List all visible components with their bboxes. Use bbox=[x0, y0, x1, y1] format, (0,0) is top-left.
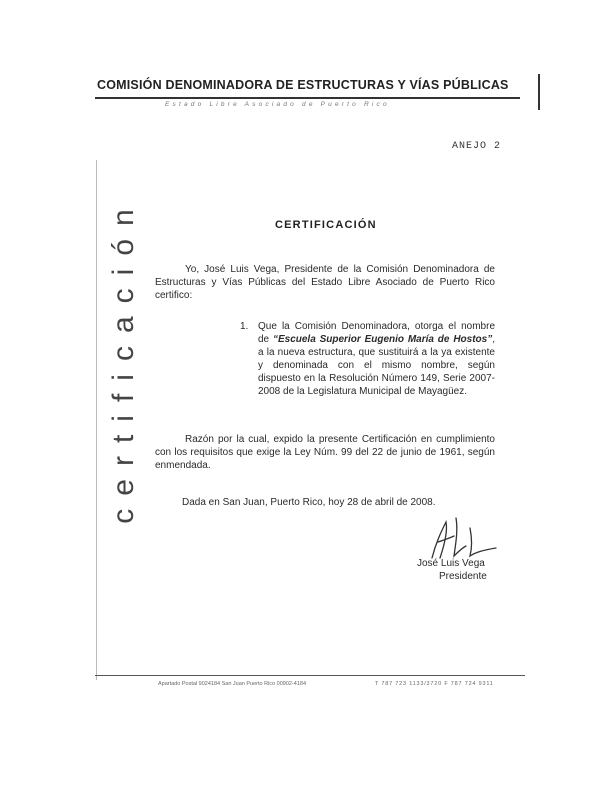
letterhead-rule bbox=[95, 97, 520, 99]
reason-paragraph: Razón por la cual, expido la presente Certificación en cumplimiento con los requisitos que exige la Ley Núm. 99 del 22 de junio de 1961, según enmendada. bbox=[155, 434, 495, 471]
document-title: CERTIFICACIÓN bbox=[275, 219, 377, 231]
date-place-line: Dada en San Juan, Puerto Rico, hoy 28 de abril de 2008. bbox=[182, 497, 436, 508]
list-item-text-before: Que la Comisión Denominadora, otorga el nombre de bbox=[258, 321, 495, 345]
letterhead-title: COMISIÓN DENOMINADORA DE ESTRUCTURAS Y VÍAS PÚBLICAS bbox=[97, 78, 509, 92]
vertical-certificacion-word bbox=[102, 150, 146, 570]
letterhead-right-mark bbox=[538, 74, 540, 110]
footer-rule bbox=[95, 675, 525, 676]
intro-paragraph: Yo, José Luis Vega, Presidente de la Comisión Denominadora de Estructuras y Vías Públicas del Estado Libre Asociado de Puerto Rico certifico: bbox=[155, 264, 495, 301]
signatory-role: Presidente bbox=[439, 571, 487, 582]
annex-label: ANEJO 2 bbox=[452, 141, 502, 152]
footer-phones: T 787 723 1133/3720 F 787 724 9311 bbox=[375, 681, 494, 687]
school-name: “Escuela Superior Eugenio María de Hostos” bbox=[272, 334, 493, 345]
list-item-number: 1. bbox=[240, 321, 249, 332]
list-item-text-after: , a la nueva estructura, que sustituirá a la ya existente y denominada con el mismo nombre, según dispuesto en la Resolución Número 149, Serie 2007-2008 de la Legislatura Municipal de Mayagüez. bbox=[258, 334, 495, 397]
letterhead-subtitle: Estado Libre Asociado de Puerto Rico bbox=[165, 101, 390, 108]
list-item bbox=[240, 320, 495, 398]
left-margin-rule bbox=[96, 160, 97, 680]
footer-address: Apartado Postal 9024184 San Juan Puerto Rico 00902-4184 bbox=[158, 681, 306, 687]
signatory-name: José Luis Vega bbox=[417, 558, 485, 569]
vertical-word-text: certificación bbox=[107, 196, 140, 524]
